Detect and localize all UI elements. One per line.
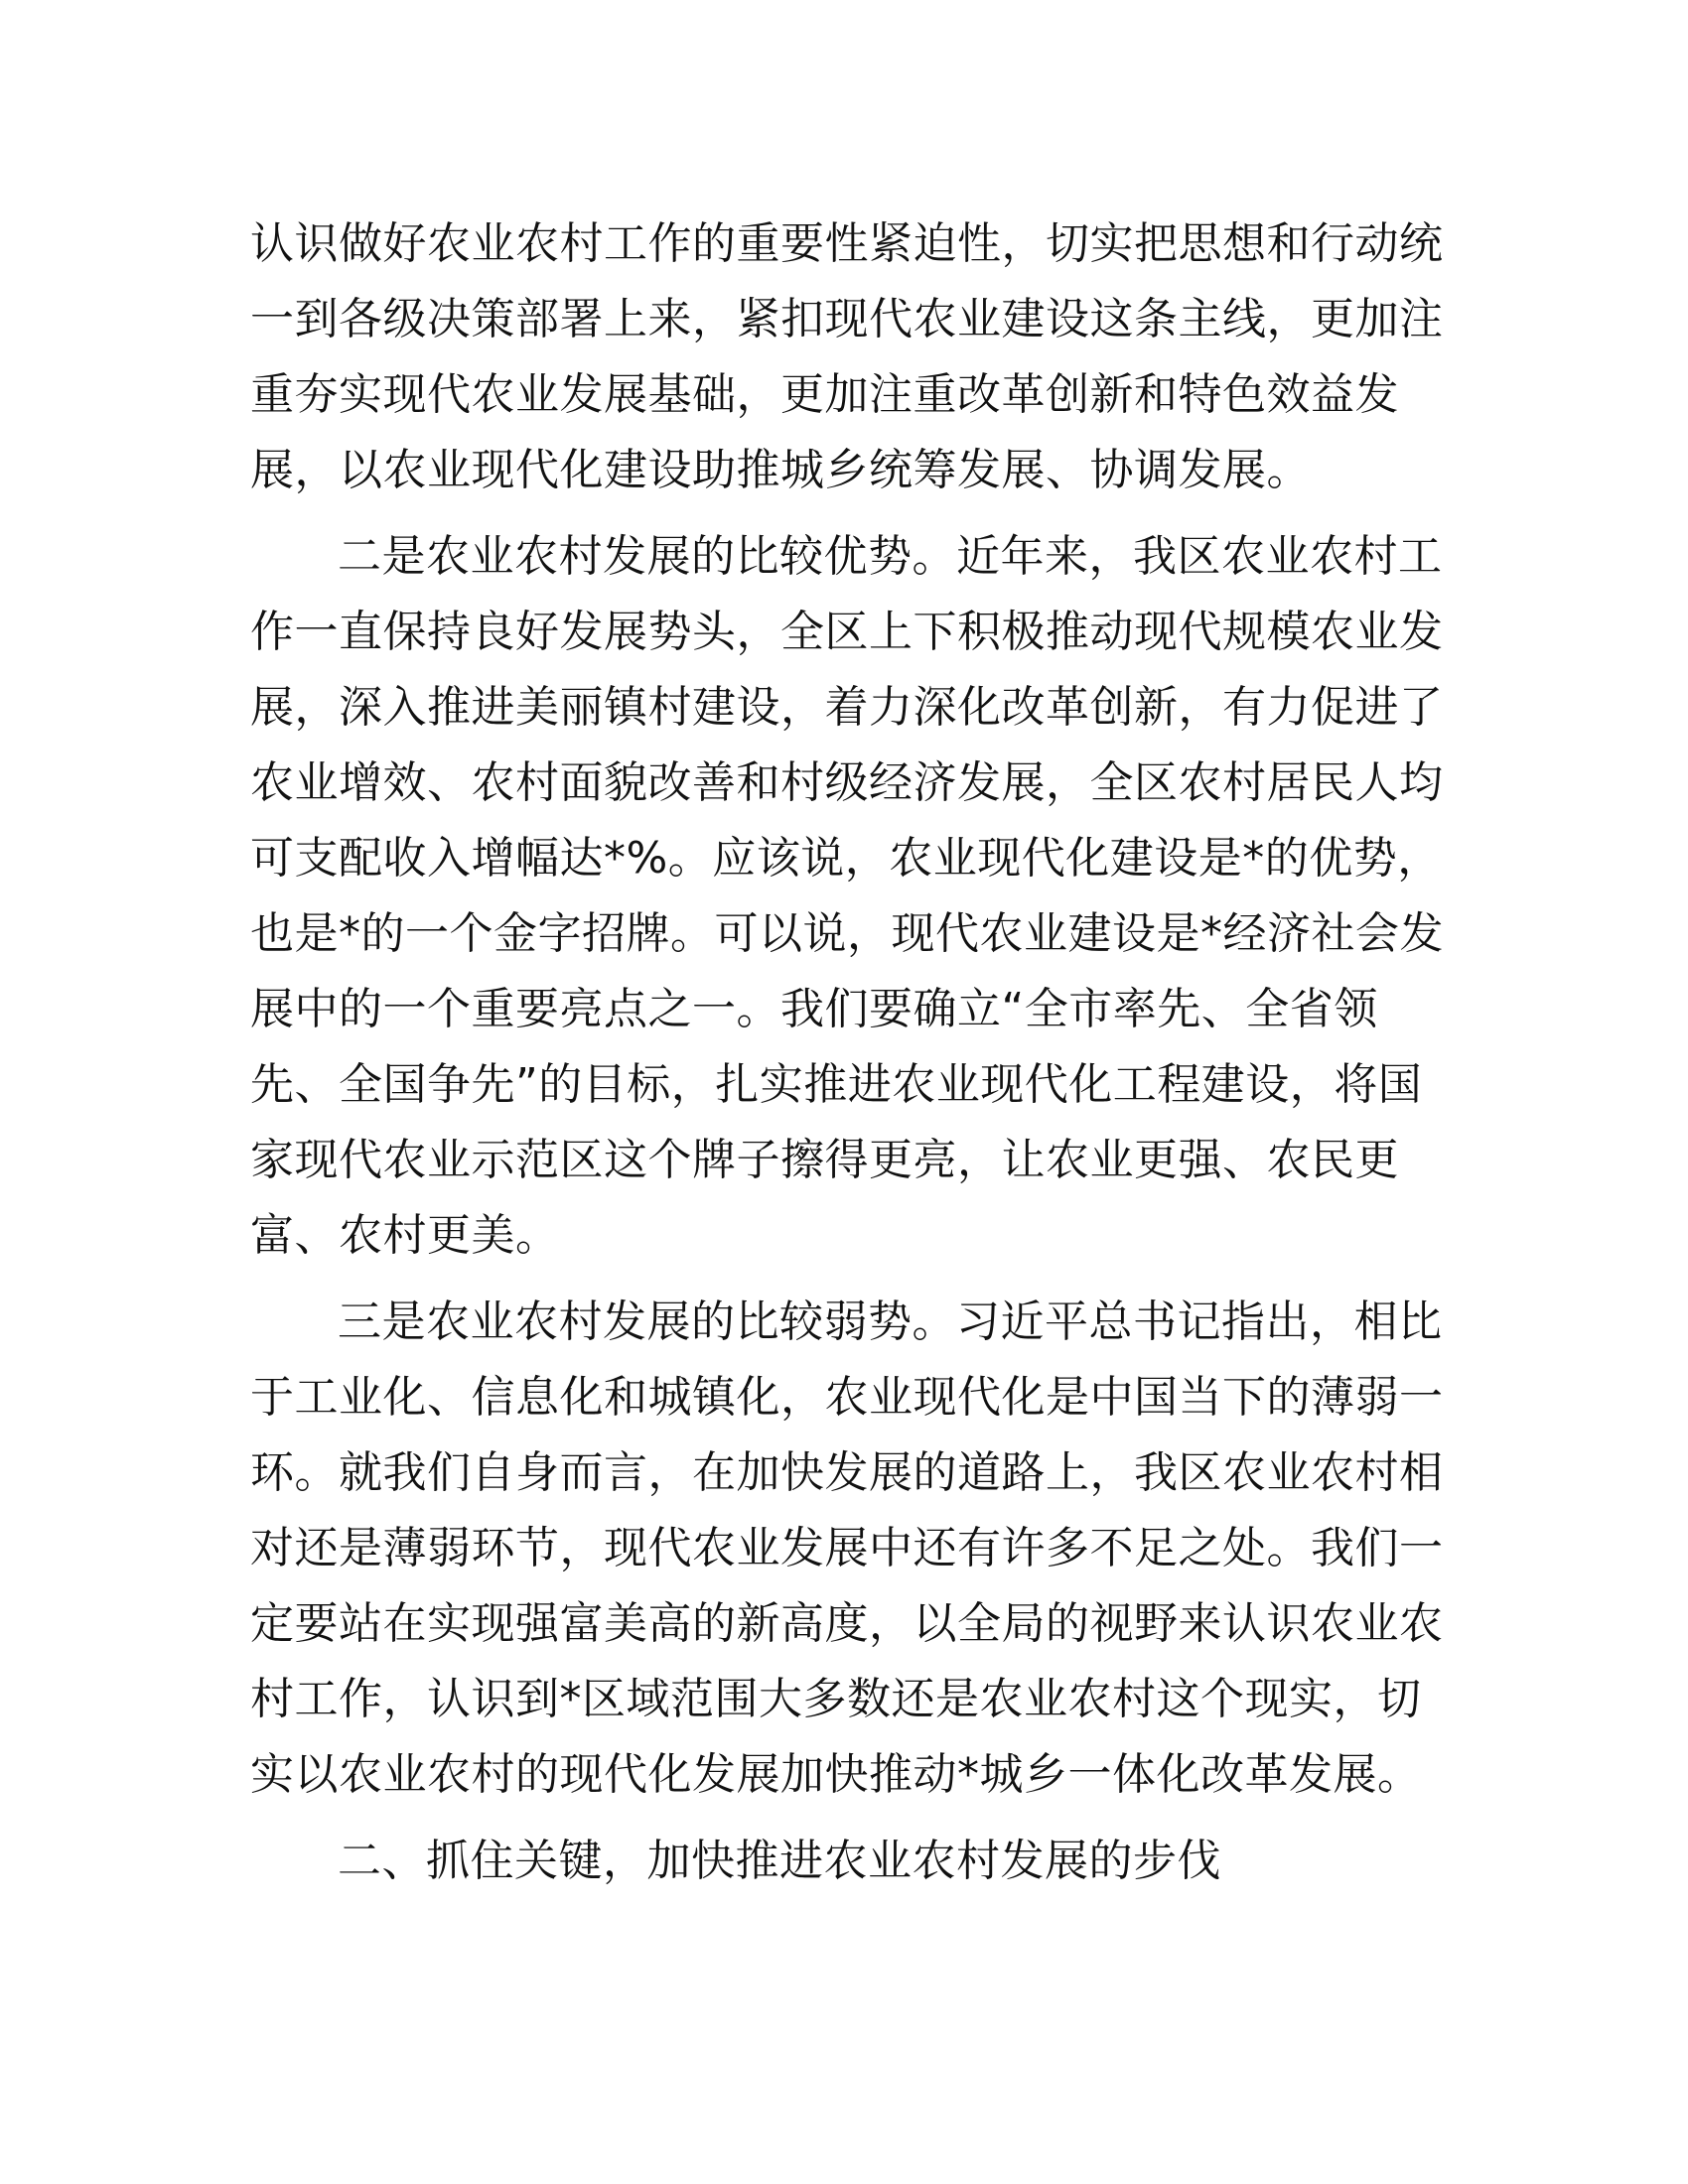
- paragraph-start-line: 二是农业农村发展的比较优势。近年来，我区农业农村工: [338, 531, 1443, 582]
- paragraph-start-line: 三是农业农村发展的比较弱势。习近平总书记指出，相比: [338, 1297, 1443, 1347]
- text-line: 家现代农业示范区这个牌子擦得更亮，让农业更强、农民更: [250, 1135, 1399, 1185]
- text-line: 展中的一个重要亮点之一。我们要确立“全市率先、全省领: [250, 984, 1378, 1034]
- text-line: 环。就我们自身而言，在加快发展的道路上，我区农业农村相: [250, 1447, 1444, 1498]
- text-line: 展，深入推进美丽镇村建设，着力深化改革创新，有力促进了: [250, 682, 1444, 733]
- section-heading: 二、抓住关键，加快推进农业农村发展的步伐: [338, 1836, 1221, 1886]
- text-line: 富、农村更美。: [250, 1210, 560, 1261]
- text-line: 先、全国争先”的目标，扎实推进农业现代化工程建设，将国: [250, 1059, 1423, 1110]
- text-line: 村工作，认识到*区域范围大多数还是农业农村这个现实，切: [250, 1674, 1422, 1724]
- text-line: 一到各级决策部署上来，紧扣现代农业建设这条主线，更加注: [250, 294, 1444, 344]
- text-line: 重夯实现代农业发展基础，更加注重改革创新和特色效益发: [250, 369, 1399, 420]
- text-line: 农业增效、农村面貌改善和村级经济发展，全区农村居民人均: [250, 757, 1444, 808]
- text-line: 实以农业农村的现代化发展加快推动*城乡一体化改革发展。: [250, 1749, 1422, 1800]
- text-line: 对还是薄弱环节，现代农业发展中还有许多不足之处。我们一: [250, 1523, 1444, 1573]
- text-line: 认识做好农业农村工作的重要性紧迫性，切实把思想和行动统: [250, 218, 1444, 269]
- text-line: 展，以农业现代化建设助推城乡统筹发展、协调发展。: [250, 445, 1311, 495]
- text-line: 作一直保持良好发展势头，全区上下积极推动现代规模农业发: [250, 607, 1444, 657]
- text-line: 可支配收入增幅达*%。应该说，农业现代化建设是*的优势，: [250, 833, 1442, 884]
- text-line: 定要站在实现强富美高的新高度，以全局的视野来认识农业农: [250, 1598, 1444, 1649]
- text-line: 也是*的一个金字招牌。可以说，现代农业建设是*经济社会发: [250, 908, 1444, 959]
- text-line: 于工业化、信息化和城镇化，农业现代化是中国当下的薄弱一: [250, 1372, 1444, 1423]
